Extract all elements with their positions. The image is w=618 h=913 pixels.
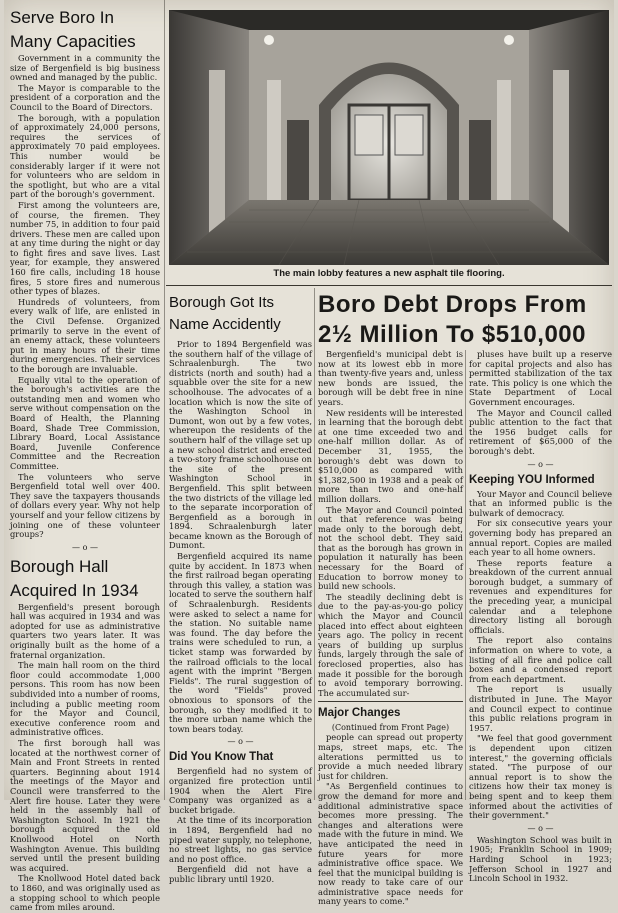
divider: — o —	[72, 542, 98, 552]
subhead-did-you-know: Did You Know That	[169, 751, 274, 764]
paragraph: The Knollwood Hotel dated back to 1860, and was originally used as a stopping school to which people came from miles around.	[10, 873, 160, 913]
paragraph: Washington School was built in 1905; Franklin School in 1909; Harding School in 1923; Jefferson School in 1927 and Lincoln School in 1932.	[469, 834, 612, 884]
headline-borough-hall: Borough Hall Acquired In 1934	[10, 556, 139, 600]
paragraph: Bergenfield's municipal debt is now at its lowest ebb in more than twenty-five years and, unless new bonds are issued, the borough will be debt free in nine years.	[318, 349, 463, 407]
column-4	[469, 349, 612, 884]
paragraph: pluses have built up a reserve for capital projects and also has permitted stabilization of the tax rate. This policy is one which the State Department of Local Government encourages.	[469, 349, 612, 407]
column-rule	[465, 350, 466, 800]
paragraph: "As Bergenfield continues to grow the demand for more and additional administrative space becomes more pressing. The changes and alterations were made with the future in mind. We have anticipated the need in future years for more administrative office space. We feel that the municipal building is now ready to take care of our administrative space needs for many years to come."	[318, 781, 463, 907]
paragraph: The steadily declining debt is due to the pay-as-you-go policy which the Mayor and Council placed into effect about eighteen years ago. The policy in recent years of building up surplus funds, largely through the sale of foreclosed properties, also has made it possible for the borough to avoid temporary borrowing. The accumulated sur-	[318, 591, 463, 698]
paragraph: The Mayor is comparable to the president of a corporation and the Council to the Board of Directors.	[10, 82, 160, 112]
subhead-major-changes: Major Changes	[318, 707, 401, 720]
paragraph: Bergenfield acquired its name quite by accident. In 1873 when the first railroad began operating through this valley, a station was located to serve the southern half of Schraalenburgh. Residents were asked to select a name for the station. No suitable name was found. The day before the trains were scheduled to run, a ticket stamp was forwarded by the railroad officials to the local agent with the imprint "Bergen Fields". The rural suggestion of the word "Fields" proved obnoxious to sponsors of the borough, so they modified it to the more urban name which the town bears today.	[169, 551, 312, 734]
newspaper-page	[4, 0, 614, 913]
paragraph: For six consecutive years your governing body has prepared an annual report. Copies are mailed each year to all home owners.	[469, 518, 612, 558]
section-rule	[318, 701, 463, 702]
divider: — o —	[527, 459, 554, 469]
article-borough-hall	[10, 603, 160, 913]
column-3	[318, 349, 463, 907]
paragraph: The report is usually distributed in June. The Mayor and Council expect to continue this public relations program in 1957.	[469, 684, 612, 733]
column-rule	[164, 0, 165, 800]
paragraph: The Mayor and Council pointed out that reference was being made only to the borough debt, not the school debt. They said that as the borough has grown in population it naturally has been necessary for the Board of Education to borrow money to build new schools.	[318, 504, 463, 592]
paragraph: Your Mayor and Council believe that an informed public is the bulwark of democracy.	[469, 488, 612, 518]
column-1	[10, 0, 160, 913]
paragraph: The first borough hall was located at the northwest corner of Main and Front Streets in rented quarters. Beginning about 1914 the meetings of the Mayor and Council were transferred to the Alert fire house. Later they were held in the assembly hall of Washington School. In 1921 the borough acquired the old Knollwood Hotel on North Washington Avenue. This building served until the present building was acquired.	[10, 738, 160, 873]
headline-borough-name: Borough Got Its Name Accidently	[169, 294, 281, 333]
paragraph: The Mayor and Council called public attention to the fact that the 1956 budget calls for retirement of $65,000 of the borough's debt.	[469, 407, 612, 456]
paragraph: The volunteers who serve Bergenfield total well over 400. They save the taxpayers thousands of dollars every year. Why not help yourself and your fellow citizens by joining one of these volunteer groups?	[10, 471, 160, 540]
paragraph: At the time of its incorporation in 1894, Bergenfield had no piped water supply, no telephone, no street lights, no gas service and no post office.	[169, 815, 312, 864]
paragraph: The borough, with a population of approximately 24,000 persons, requires the services of approximately 70 paid employees. This number would be considerably larger if it were not for volunteers who are seldom in the spotlight, but who are a vital part of the borough's government.	[10, 112, 160, 200]
paragraph: The main hall room on the third floor could accommodate 1,000 persons. This room has now been subdivided into a number of rooms, including a public meeting room for the Mayor and Council, executive conference room and administrative offices.	[10, 660, 160, 738]
divider: — o —	[227, 737, 254, 747]
column-rule	[314, 288, 315, 800]
headline-serve-boro: Serve Boro In Many Capacities	[10, 8, 136, 51]
column-2	[169, 292, 312, 884]
photo-caption: The main lobby features a new asphalt tile flooring.	[273, 268, 505, 279]
paragraph: Bergenfield's present borough hall was acquired in 1934 and was adopted for use as administrative quarters two years later. It was originally built as the home of a fraternal organization.	[10, 601, 160, 660]
paragraph: The report also contains information on where to vote, a listing of all fire and police call boxes and a condensed report from each department.	[469, 635, 612, 684]
subhead-keeping-informed: Keeping YOU Informed	[469, 473, 595, 486]
paragraph: New residents will be interested in learning that the borough debt at one time exceeded two and one-half million dollar. As of December 31, 1955, the borough's debt was down to $510,000 as compared with $1,382,500 in 1938 and a peak of more than two and one-half million dollars.	[318, 407, 463, 504]
lobby-photo-image	[169, 10, 609, 265]
article-serve-boro	[10, 54, 160, 540]
paragraph: people can spread out property maps, street maps, etc. The alterations permitted us to provide a much needed library just for children.	[318, 732, 463, 781]
paragraph: These reports feature a breakdown of the current annual borough budget, a summary of revenues and expenditures for the preceding year, a municipal calendar and a telephone directory listing all borough officials.	[469, 557, 612, 635]
paragraph: First among the volunteers are, of course, the firemen. They number 75, in addition to four paid drivers. These men are called upon at any time during the night or day to fight fires and save lives. Last year, for example, they answered 160 fire calls, including 18 house fires, 5 store fires and numerous other types of blazes.	[10, 199, 160, 297]
paragraph: Prior to 1894 Bergenfield was the southern half of the village of Schraalenburgh. The two districts (north and south) had a squabble over the site for a new schoolhouse. The advocates of a location which is now the site of the Washington School in Dumont, won out by a few votes, whereupon the residents of the southern half of the village set up a new school district and erected a two-story frame schoolhouse on the site of the present Washington School in Bergenfield. This split between the two districts of the village led to the separate incorporation of Bergenfield as a borough in 1894. Schraalenburgh later became known as the Borough of Dumont.	[169, 339, 312, 551]
headline-debt-line2: 2½ Million To $510,000	[318, 321, 586, 348]
continued-note: (Continued from Front Page)	[331, 723, 450, 733]
headline-debt-line1: Boro Debt Drops From	[318, 291, 587, 318]
paragraph: Government in a community the size of Bergenfield is big business owned and managed by the public.	[10, 53, 160, 83]
paragraph: Hundreds of volunteers, from every walk of life, are enlisted in the Civil Defense. Organized primarily to serve in the event of an enemy attack, these volunteers put in many hours of their time during emergencies. Their services to the borough are invaluable.	[10, 296, 160, 374]
section-rule	[166, 285, 612, 286]
divider: — o —	[527, 823, 554, 833]
paragraph: "We feel that good government is dependent upon citizen interest," the governing officials stated. "The purpose of our annual report is to show the citizens how their tax money is being spent and to keep them informed about the activities of their government."	[469, 733, 612, 821]
lobby-photo	[169, 10, 609, 265]
paragraph: Equally vital to the operation of the borough's activities are the outstanding men and women who serve without compensation on the Board of Health, the Planning Board, Shade Tree Commission, Library Board, Local Assistance Board, Juvenile Conference Committee and the Recreation Committee.	[10, 374, 160, 471]
paragraph: Bergenfield did not have a public library until 1920.	[169, 864, 312, 884]
paragraph: Bergenfield had no system of organized fire protection until 1904 when the Alert Fire Company was organized as a bucket brigade.	[169, 766, 312, 815]
